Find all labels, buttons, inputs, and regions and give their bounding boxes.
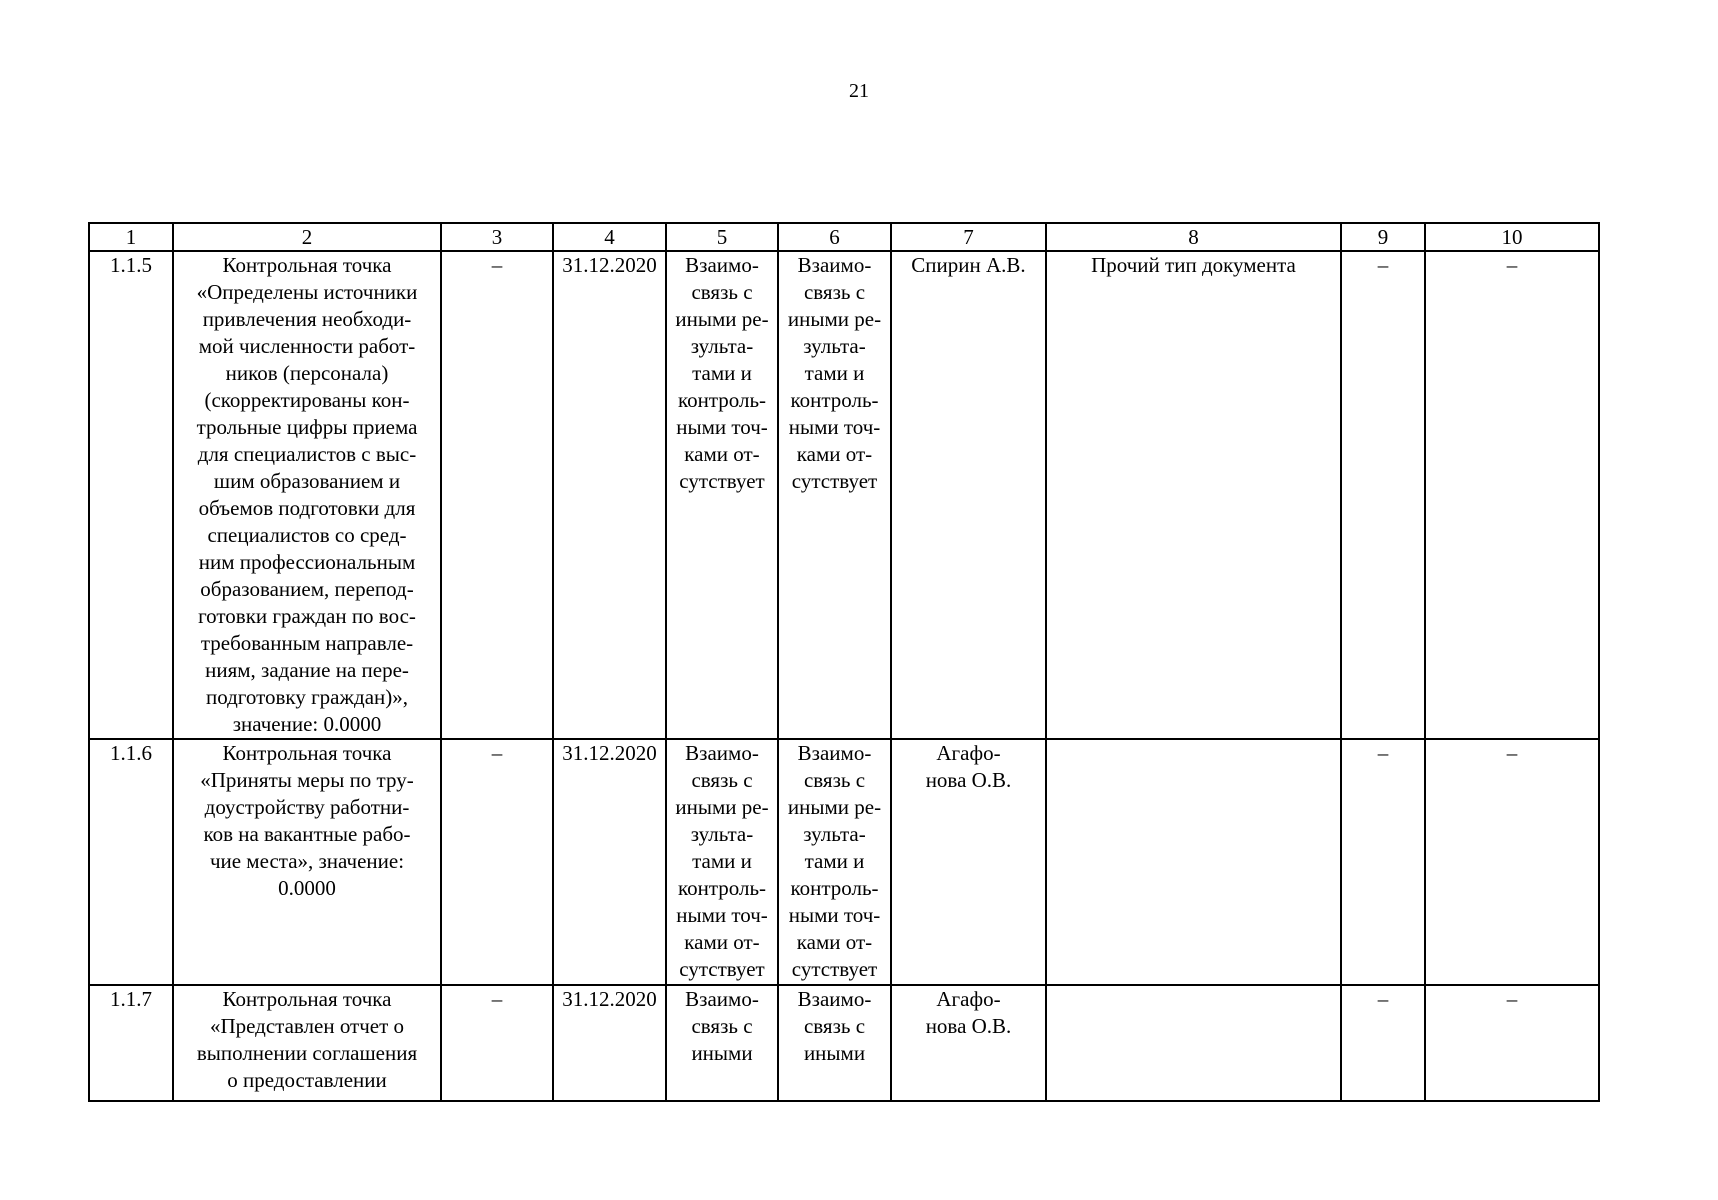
document-type: Прочий тип документа <box>1046 251 1341 739</box>
column-header-1: 1 <box>89 223 173 251</box>
responsible-person: Агафо- нова О.В. <box>891 985 1046 1101</box>
col10-value: – <box>1425 739 1599 985</box>
col6-relation: Взаимо- связь с иными ре- зульта- тами и контроль- ными точ- ками от- сутствует <box>778 251 891 739</box>
col3-value: – <box>441 251 553 739</box>
column-header-2: 2 <box>173 223 441 251</box>
col5-relation: Взаимо- связь с иными ре- зульта- тами и контроль- ными точ- ками от- сутствует <box>666 739 778 985</box>
row-number: 1.1.7 <box>89 985 173 1101</box>
column-header-8: 8 <box>1046 223 1341 251</box>
control-point-title: Контрольная точка «Приняты меры по тру- доустройству работни- ков на вакантные рабо- чие места», значение: 0.0000 <box>173 739 441 985</box>
table-row <box>89 985 1599 1101</box>
col3-value: – <box>441 985 553 1101</box>
control-point-title: Контрольная точка «Представлен отчет о выполнении соглашения о предоставлении <box>173 985 441 1101</box>
due-date: 31.12.2020 <box>553 985 666 1101</box>
row-number: 1.1.6 <box>89 739 173 985</box>
responsible-person: Агафо- нова О.В. <box>891 739 1046 985</box>
page-number: 21 <box>849 80 869 102</box>
column-header-6: 6 <box>778 223 891 251</box>
table-row <box>89 251 1599 739</box>
table-row <box>89 739 1599 985</box>
column-header-3: 3 <box>441 223 553 251</box>
column-number-row <box>89 223 1599 251</box>
control-points-table <box>88 222 1600 1102</box>
column-header-5: 5 <box>666 223 778 251</box>
column-header-4: 4 <box>553 223 666 251</box>
col5-relation: Взаимо- связь с иными ре- зульта- тами и контроль- ными точ- ками от- сутствует <box>666 251 778 739</box>
responsible-person: Спирин А.В. <box>891 251 1046 739</box>
col9-value: – <box>1341 251 1425 739</box>
col5-relation: Взаимо- связь с иными <box>666 985 778 1101</box>
row-number: 1.1.5 <box>89 251 173 739</box>
control-point-title: Контрольная точка «Определены источники привлечения необходи- мой численности работ- ников (персонала) (скорректированы кон- трольные цифры приема для специалистов с выс- шим образованием и объемов подготовки для специалистов со сред- ним профессиональным образованием, перепод- готовки граждан по вос- требованным направле- ниям, задание на пере- подготовку граждан)», значение: 0.0000 <box>173 251 441 739</box>
col3-value: – <box>441 739 553 985</box>
col10-value: – <box>1425 985 1599 1101</box>
col9-value: – <box>1341 739 1425 985</box>
col6-relation: Взаимо- связь с иными ре- зульта- тами и контроль- ными точ- ками от- сутствует <box>778 739 891 985</box>
due-date: 31.12.2020 <box>553 739 666 985</box>
column-header-7: 7 <box>891 223 1046 251</box>
document-type <box>1046 739 1341 985</box>
due-date: 31.12.2020 <box>553 251 666 739</box>
col10-value: – <box>1425 251 1599 739</box>
column-header-9: 9 <box>1341 223 1425 251</box>
document-type <box>1046 985 1341 1101</box>
col6-relation: Взаимо- связь с иными <box>778 985 891 1101</box>
column-header-10: 10 <box>1425 223 1599 251</box>
col9-value: – <box>1341 985 1425 1101</box>
